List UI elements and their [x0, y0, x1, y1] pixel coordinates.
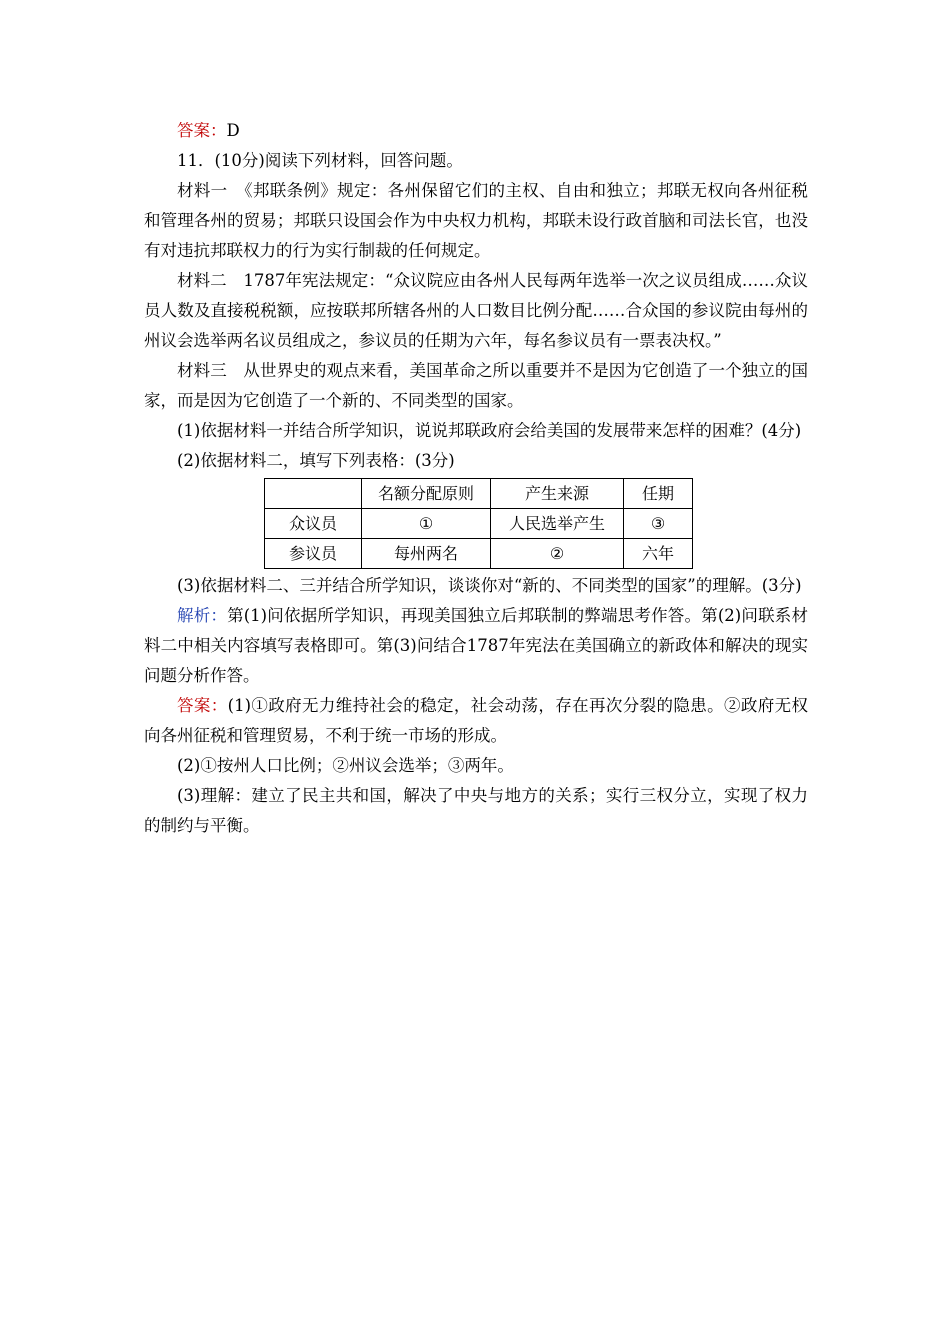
- material-3: 材料三 从世界史的观点来看，美国革命之所以重要并不是因为它创造了一个独立的国家，而是因为它创造了一个新的、不同类型的国家。: [144, 361, 808, 410]
- analysis-label: 解析：: [177, 606, 228, 625]
- question-11-intro: 11．(10分)阅读下列材料，回答问题。: [177, 151, 463, 170]
- table-cell: ②: [491, 539, 624, 569]
- table-cell: 名额分配原则: [362, 479, 491, 509]
- table-cell: 人民选举产生: [491, 509, 624, 539]
- answer-11: [144, 691, 808, 751]
- document-page: [144, 116, 808, 841]
- table-cell: ①: [362, 509, 491, 539]
- table-row: [265, 539, 693, 569]
- answer-10: [144, 116, 808, 146]
- table-cell: 众议员: [265, 509, 362, 539]
- sub-question-3: (3)依据材料二、三并结合所学知识，谈谈你对“新的、不同类型的国家”的理解。(3分): [177, 576, 802, 595]
- table-cell: 每州两名: [362, 539, 491, 569]
- fill-table: [264, 478, 693, 569]
- sub-question-1: (1)依据材料一并结合所学知识，说说邦联政府会给美国的发展带来怎样的困难？(4分): [177, 421, 802, 440]
- answer-part-2: (2)①按州人口比例；②州议会选举；③两年。: [177, 756, 514, 775]
- table-cell: 参议员: [265, 539, 362, 569]
- table-cell: 产生来源: [491, 479, 624, 509]
- table-cell: 任期: [624, 479, 693, 509]
- table-cell: [265, 479, 362, 509]
- table-cell: 六年: [624, 539, 693, 569]
- answer-part-1: (1)①政府无力维持社会的稳定，社会动荡，存在再次分裂的隐患。②政府无权向各州征税和管理贸易，不利于统一市场的形成。: [144, 696, 809, 745]
- answer-value: D: [226, 121, 240, 140]
- table-header-row: [265, 479, 693, 509]
- answer-label: 答案：: [177, 121, 227, 140]
- material-2: 材料二 1787年宪法规定：“众议院应由各州人民每两年选举一次之议员组成……众议员人数及直接税税额，应按联邦所辖各州的人口数目比例分配……合众国的参议院由每州的州议会选举两名议员组成之，参议员的任期为六年，每名参议员有一票表决权。”: [144, 271, 808, 350]
- table-cell: ③: [624, 509, 693, 539]
- sub-question-2: (2)依据材料二，填写下列表格：(3分): [177, 451, 455, 470]
- answer-part-3: (3)理解：建立了民主共和国，解决了中央与地方的关系；实行三权分立，实现了权力的制约与平衡。: [144, 786, 808, 835]
- table-row: [265, 509, 693, 539]
- answer-label: 答案：: [177, 696, 228, 715]
- material-1: 材料一 《邦联条例》规定：各州保留它们的主权、自由和独立；邦联无权向各州征税和管理各州的贸易；邦联只设国会作为中央权力机构，邦联未设行政首脑和司法长官，也没有对违抗邦联权力的行为实行制裁的任何规定。: [144, 181, 808, 260]
- analysis: [144, 601, 808, 691]
- analysis-text: 第(1)问依据所学知识，再现美国独立后邦联制的弊端思考作答。第(2)问联系材料二中相关内容填写表格即可。第(3)问结合1787年宪法在美国确立的新政体和解决的现实问题分析作答。: [144, 606, 808, 685]
